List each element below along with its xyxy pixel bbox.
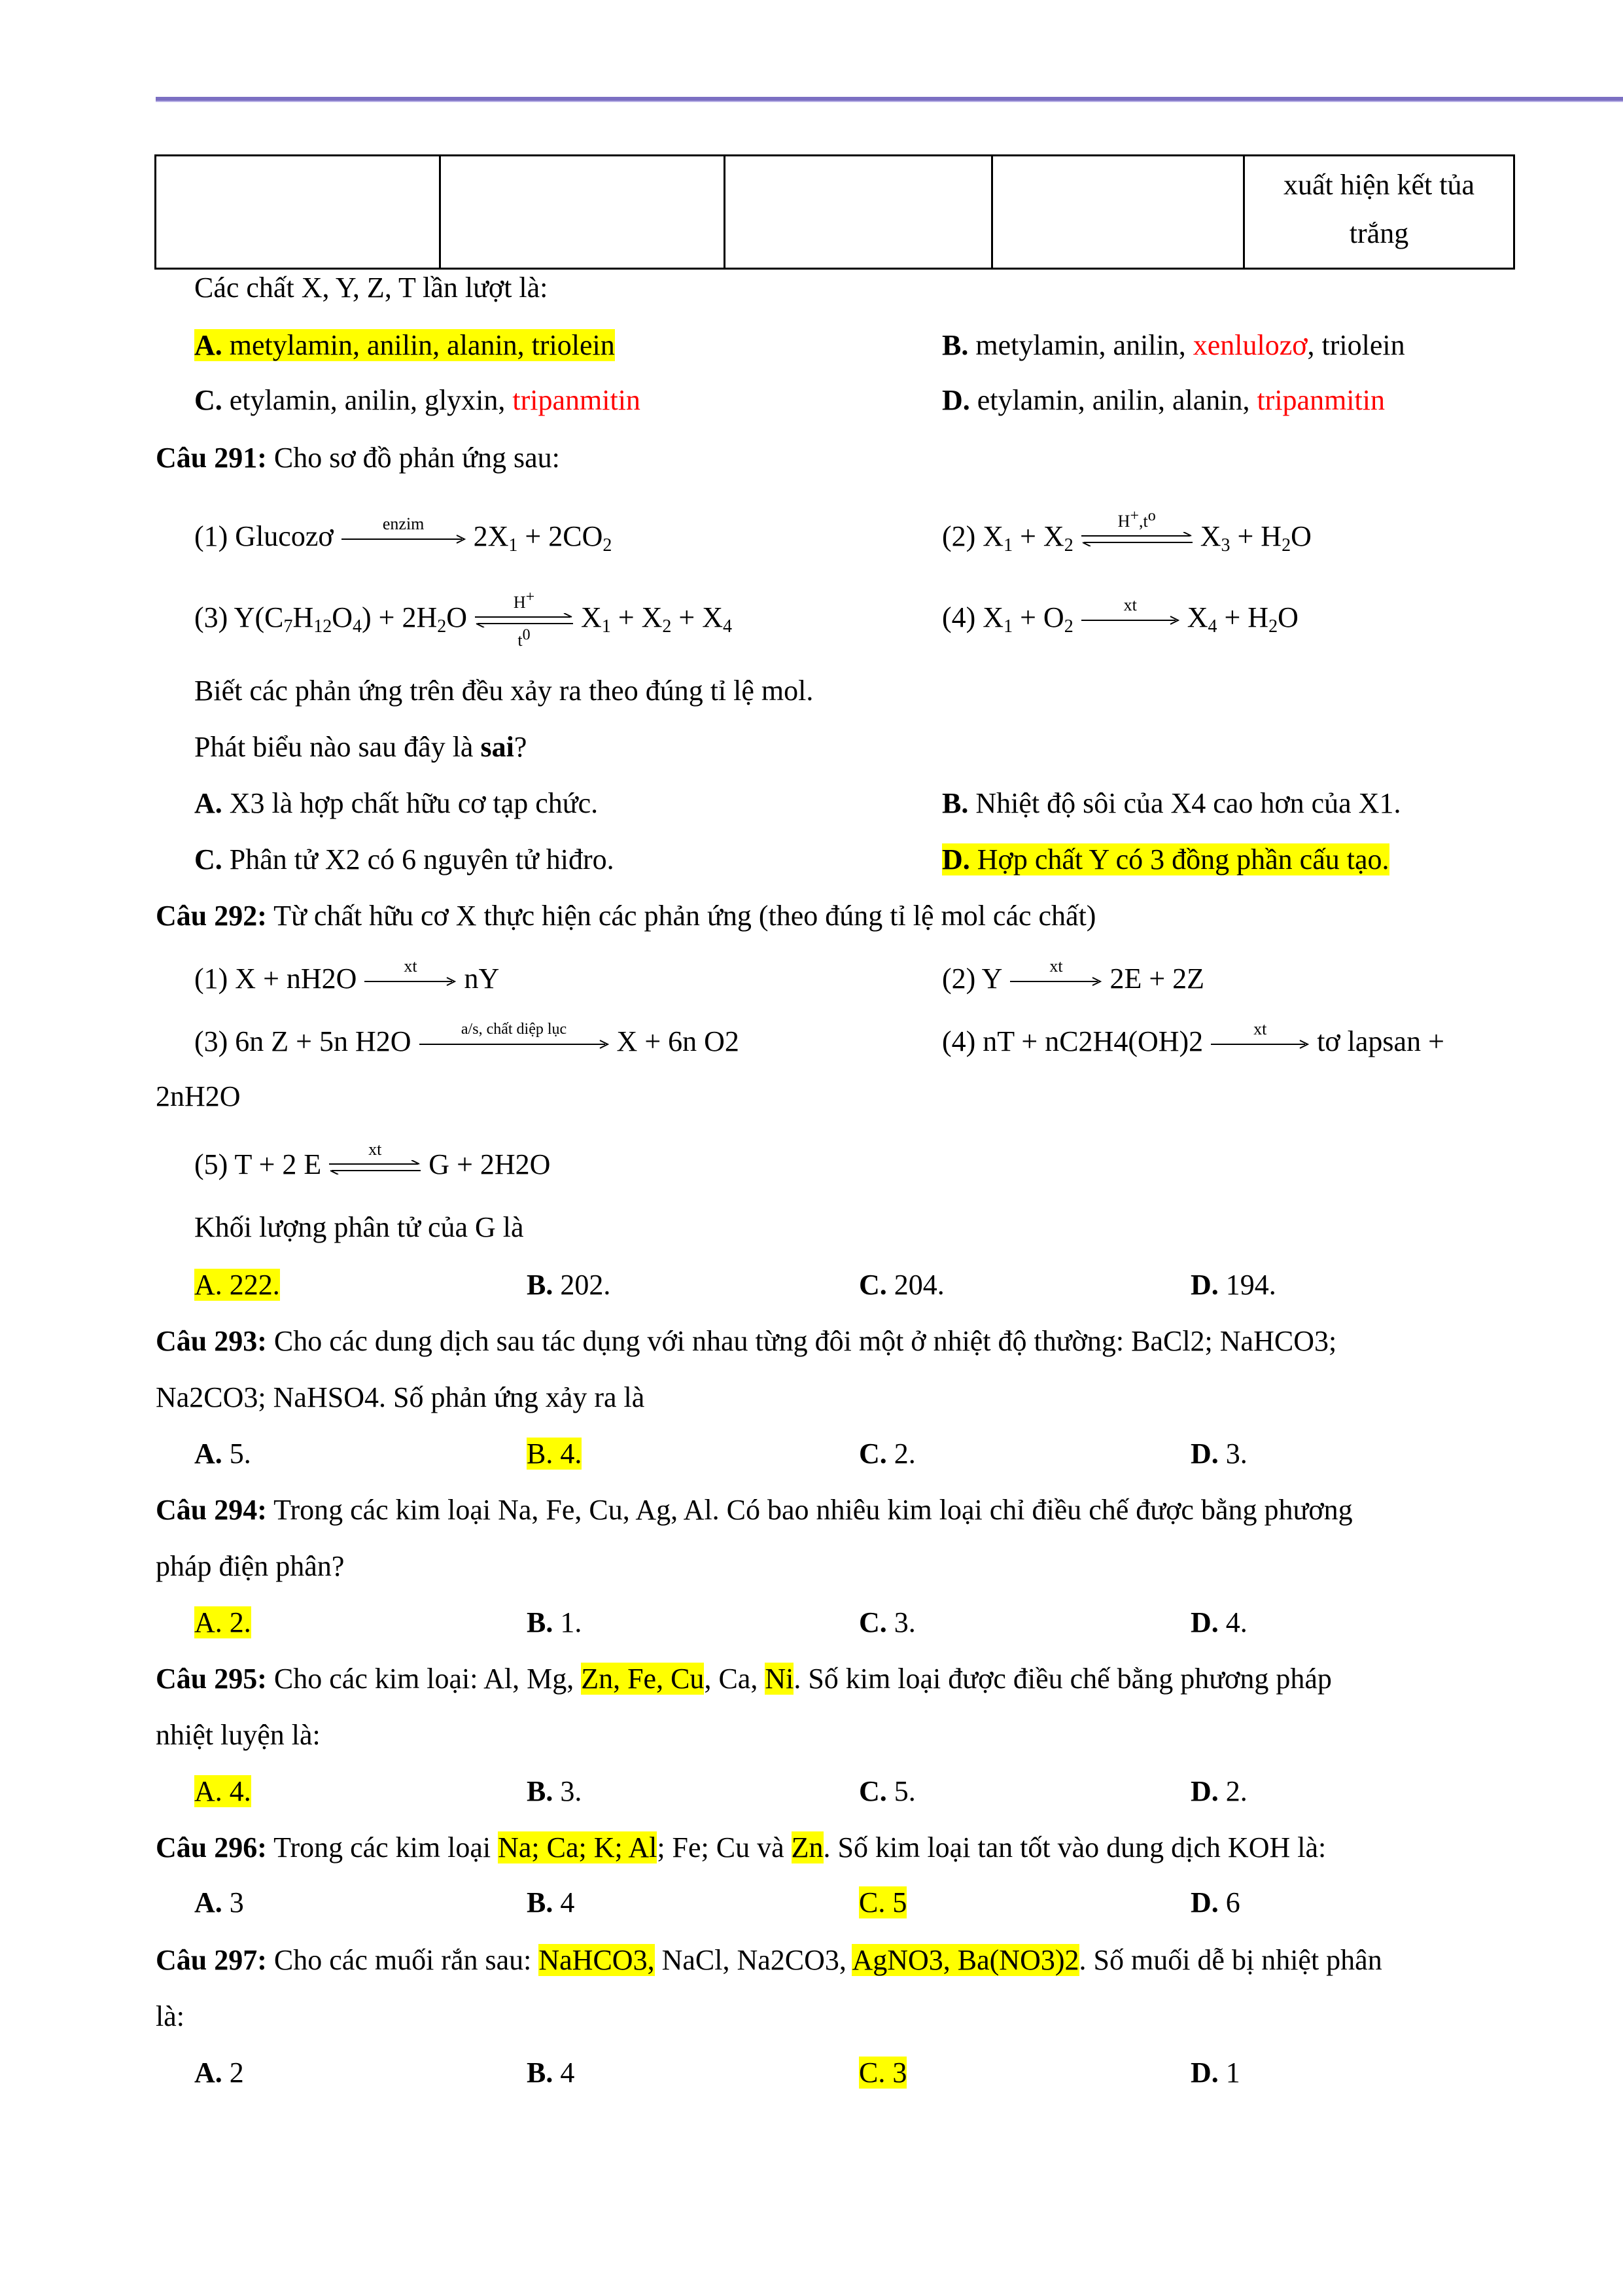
option-b[interactable]: B. metylamin, anilin, xenlulozơ, triolein [942,329,1405,361]
option-c[interactable]: C. 2. [859,1438,916,1470]
option-b[interactable]: B. 4. [527,1438,582,1470]
option-c[interactable]: C. 3. [859,1606,916,1638]
question-297-cont: là: [156,2000,184,2032]
option-a[interactable]: A. 2. [194,1606,251,1638]
question-294: Câu 294: Trong các kim loại Na, Fe, Cu, Ag, Al. Có bao nhiêu kim loại chỉ điều chế được bằng phương [156,1494,1353,1526]
arrow-icon: a/s, chất diệp lục [419,1040,609,1049]
arrow-icon: enzim [341,535,466,544]
reaction-3: (3) $Y(C_7H_{12}O_4) + 2H_2O$ H+ $t^0$ $X_1 + X_2 + X_4$ [194,588,733,650]
arrow-icon: xt [1081,616,1179,625]
option-a[interactable]: A. 2 [194,2057,244,2089]
reaction-4: (4) nT + nC2H4(OH)2 xt tơ lapsan + [942,1019,1444,1057]
question-295: Câu 295: Cho các kim loại: Al, Mg, Zn, Fe, Cu, Ca, Ni. Số kim loại được điều chế bằng phương pháp [156,1663,1332,1695]
option-d[interactable]: D. etylamin, anilin, alanin, tripanmitin [942,384,1385,416]
option-b[interactable]: B. 1. [527,1606,582,1638]
reaction-2: (2) $X_1 + X_2$ $H^+,t^o$ $X_3 + H_2O$ [942,507,1312,556]
option-b[interactable]: B. 4 [527,1886,575,1918]
option-a[interactable]: A. X3 là hợp chất hữu cơ tạp chức. [194,787,599,819]
table-cell [156,156,440,269]
note: Biết các phản ứng trên đều xảy ra theo đúng tỉ lệ mol. [194,675,814,707]
question-293-cont: Na2CO3; NaHSO4. Số phản ứng xảy ra là [156,1381,645,1413]
question-291: Câu 291: Cho sơ đồ phản ứng sau: [156,442,560,474]
reaction-3: (3) 6n Z + 5n H2O a/s, chất diệp lục X + 6n O2 [194,1020,739,1057]
reaction-1: (1) X + nH2O xt nY [194,956,500,995]
reaction-1: (1) Glucozơ enzim $2X_1 + 2CO_2$ [194,514,612,556]
table-cell [725,156,992,269]
table-cell [992,156,1244,269]
option-a[interactable]: A. 3 [194,1886,244,1918]
question-293: Câu 293: Cho các dung dịch sau tác dụng với nhau từng đôi một ở nhiệt độ thường: BaCl2; NaHCO3; [156,1325,1337,1357]
option-b[interactable]: B. 202. [527,1269,611,1301]
question-intro: Các chất X, Y, Z, T lần lượt là: [194,272,548,304]
option-c[interactable]: C. etylamin, anilin, glyxin, tripanmitin [194,384,640,416]
equilibrium-arrow-icon: $H^+,t^o$ [1081,532,1193,546]
option-d[interactable]: D. 4. [1191,1606,1248,1638]
arrow-icon: xt [364,977,456,986]
option-d[interactable]: D. 2. [1191,1775,1248,1807]
option-a[interactable]: A. metylamin, anilin, alanin, triolein [194,329,615,361]
option-c[interactable]: C. 204. [859,1269,945,1301]
arrow-icon: xt [1010,977,1102,986]
option-d[interactable]: D. 6 [1191,1886,1240,1918]
option-c[interactable]: C. 5. [859,1775,916,1807]
option-d[interactable]: D. 194. [1191,1269,1276,1301]
option-b[interactable]: B. Nhiệt độ sôi của X4 cao hơn của X1. [942,787,1401,819]
question-297: Câu 297: Cho các muối rắn sau: NaHCO3, NaCl, Na2CO3, AgNO3, Ba(NO3)2. Số muối dễ bị nhiệt phân [156,1944,1382,1976]
reaction-4-cont: 2nH2O [156,1080,241,1112]
reaction-4: (4) $X_1 + O_2$ xt $X_4 + H_2O$ [942,595,1299,637]
option-b[interactable]: B. 4 [527,2057,575,2089]
option-d[interactable]: D. 1 [1191,2057,1240,2089]
option-c[interactable]: C. 3 [859,2057,907,2089]
option-b[interactable]: B. 3. [527,1775,582,1807]
header-rule [156,97,1623,102]
arrow-icon: xt [1211,1040,1309,1049]
option-a[interactable]: A. 4. [194,1775,251,1807]
option-c[interactable]: C. Phân tử X2 có 6 nguyên tử hiđro. [194,843,614,875]
question-ask: Khối lượng phân tử của G là [194,1211,524,1243]
reaction-2: (2) Y xt 2E + 2Z [942,956,1205,995]
question-294-cont: pháp điện phân? [156,1550,345,1582]
option-c[interactable]: C. 5 [859,1886,907,1918]
answer-table-fragment [154,154,1515,270]
option-d[interactable]: D. Hợp chất Y có 3 đồng phần cấu tạo. [942,843,1389,875]
question-295-cont: nhiệt luyện là: [156,1719,321,1751]
option-a[interactable]: A. 222. [194,1269,280,1301]
table-cell [440,156,725,269]
reaction-5: (5) T + 2 E xt G + 2H2O [194,1139,551,1180]
question-ask: Phát biểu nào sau đây là sai? [194,731,527,763]
option-a[interactable]: A. 5. [194,1438,251,1470]
option-d[interactable]: D. 3. [1191,1438,1248,1470]
equilibrium-arrow-icon: H+ $t^0$ [475,613,573,627]
question-296: Câu 296: Trong các kim loại Na; Ca; K; Al; Fe; Cu và Zn. Số kim loại tan tốt vào dung dịch KOH là: [156,1831,1327,1863]
question-292: Câu 292: Từ chất hữu cơ X thực hiện các phản ứng (theo đúng tỉ lệ mol các chất) [156,900,1096,932]
equilibrium-arrow-icon: xt [329,1160,421,1174]
table-cell-observation: xuất hiện kết tủa trắng [1244,156,1514,269]
